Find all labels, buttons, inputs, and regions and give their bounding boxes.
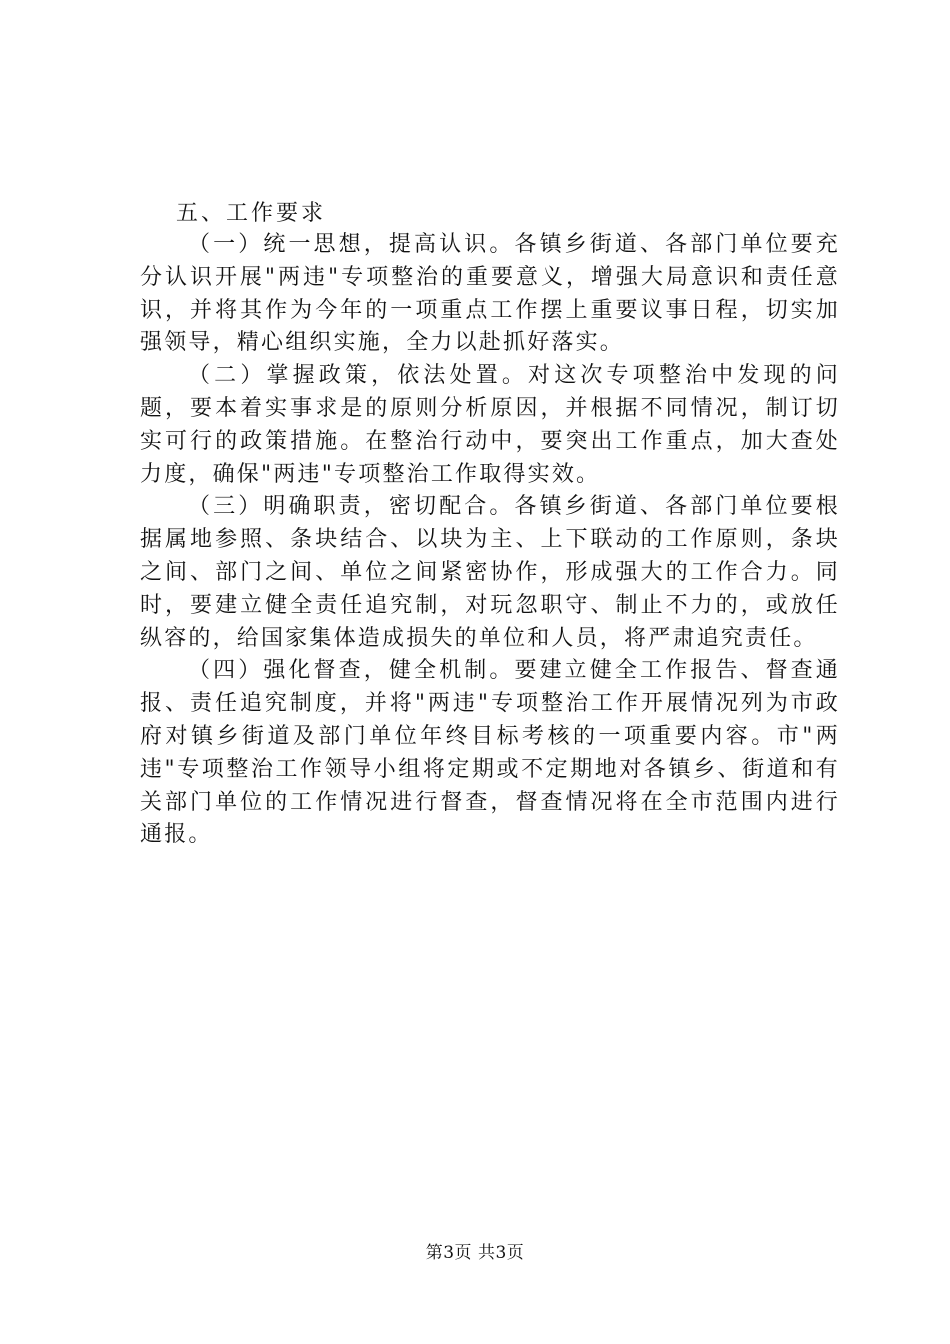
section-heading: 五、工作要求 [176, 201, 327, 226]
paragraph-2: （二）掌握政策，依法处置。对这次专项整治中发现的问题，要本着实事求是的原则分析原因，并根据不同情况，制订切实可行的政策措施。在整治行动中，要突出工作重点，加大查处力度，确保"两违"专项整治工作取得实效。 [140, 363, 840, 487]
page-number-footer: 第3页 共3页 [425, 1243, 525, 1263]
paragraph-3: （三）明确职责，密切配合。各镇乡街道、各部门单位要根据属地参照、条块结合、以块为主、上下联动的工作原则，条块之间、部门之间、单位之间紧密协作，形成强大的工作合力。同时，要建立健全责任追究制，对玩忽职守、制止不力的，或放任纵容的，给国家集体造成损失的单位和人员，将严肃追究责任。 [140, 494, 840, 651]
paragraph-4: （四）强化督查，健全机制。要建立健全工作报告、督查通报、责任追究制度，并将"两违"专项整治工作开展情况列为市政府对镇乡街道及部门单位年终目标考核的一项重要内容。市"两违"专项整治工作领导小组将定期或不定期地对各镇乡、街道和有关部门单位的工作情况进行督查，督查情况将在全市范围内进行通报。 [140, 658, 840, 848]
paragraph-1: （一）统一思想，提高认识。各镇乡街道、各部门单位要充分认识开展"两违"专项整治的重要意义，增强大局意识和责任意识，并将其作为今年的一项重点工作摆上重要议事日程，切实加强领导，精心组织实施，全力以赴抓好落实。 [140, 232, 840, 356]
document-body [140, 198, 840, 852]
